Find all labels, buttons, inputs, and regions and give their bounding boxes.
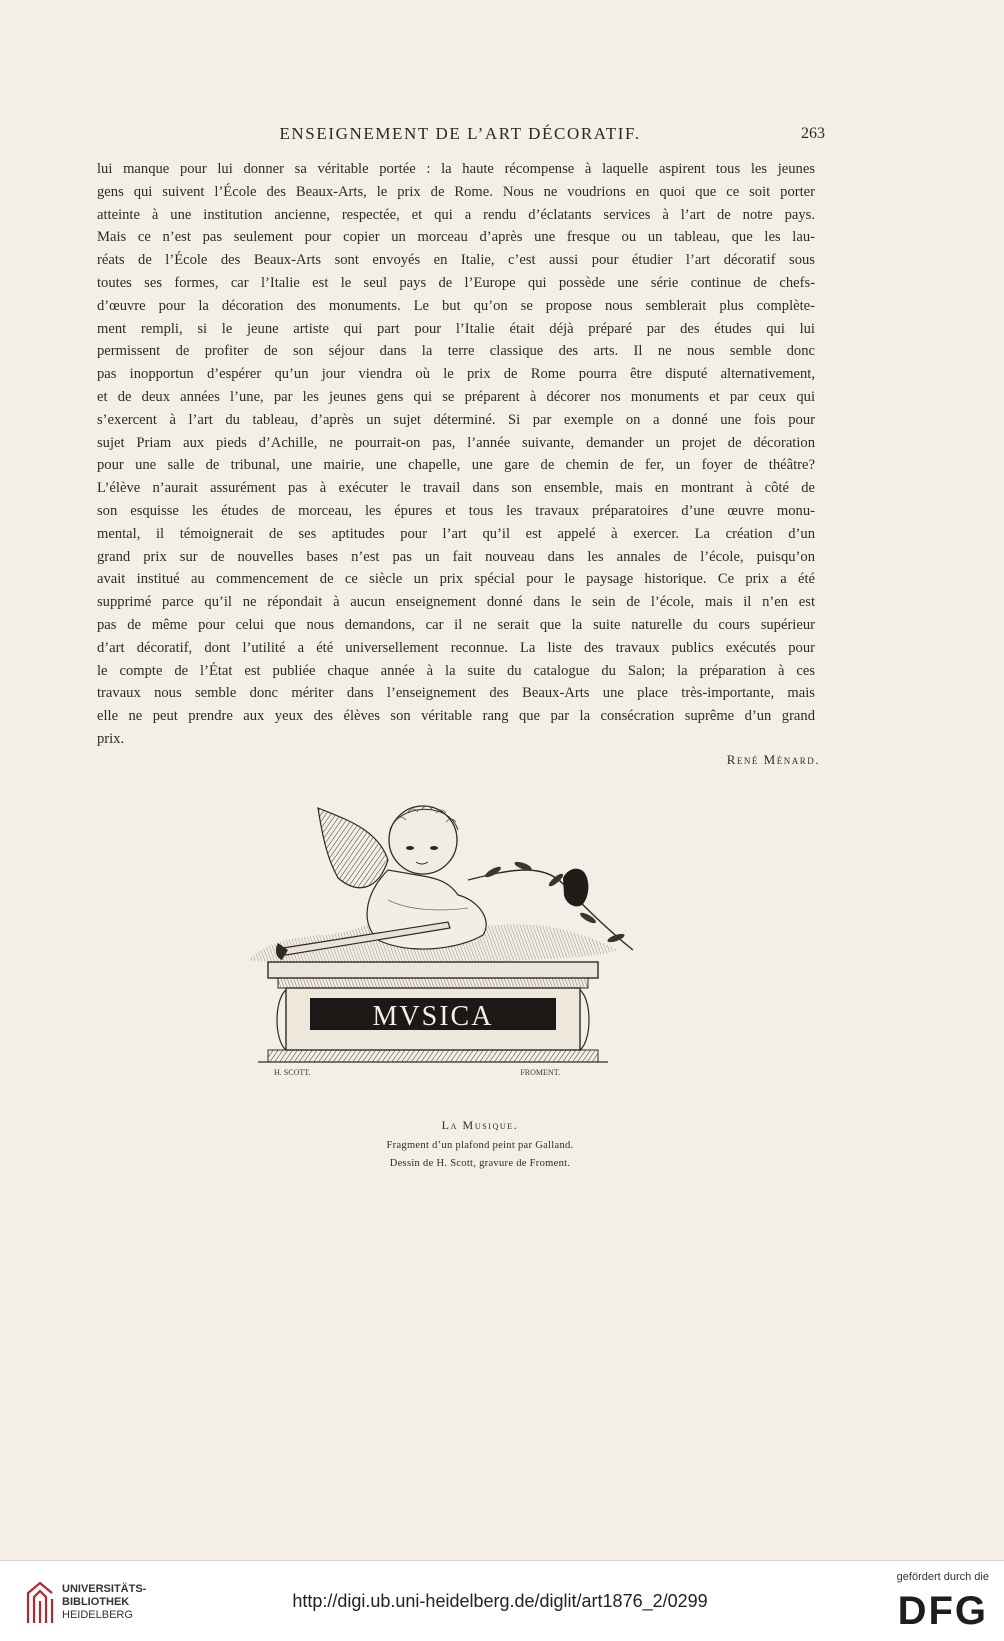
bird-shape [563, 869, 588, 907]
dfg-logo: DFG [897, 1589, 988, 1633]
body-line: avait institué au commencement de ce siècle un prix spécial pour le paysage historique. Ce prix a été [97, 571, 815, 588]
engraver-signature-right: FROMENT. [520, 1068, 560, 1077]
body-line: elle ne peut prendre aux yeux des élèves son véritable rang que par la consécration suprême d’un grand [97, 708, 815, 725]
funding-credit: gefördert durch die [896, 1571, 989, 1583]
body-line: prix. [97, 730, 125, 747]
body-line: pas de même pour celui que nous demandons, car il ne serait que la suite naturelle du cours supérieur [97, 616, 815, 633]
body-line: d’art décoratif, dont l’utilité a été universellement reconnue. La liste des travaux publics exécutés pour [97, 639, 815, 656]
page-header [100, 124, 825, 152]
body-line: son esquisse les études de morceau, les épures et tous les travaux préparatoires d’une œuvre monu- [97, 502, 815, 519]
library-name-line-3: HEIDELBERG [62, 1609, 133, 1621]
inscription-text: MVSICA [372, 1001, 494, 1032]
engraver-signature-left: H. SCOTT. [274, 1068, 311, 1077]
body-line: le compte de l’État est publiée chaque année à la suite du catalogue du Salon; la préparation à ces [97, 662, 815, 679]
body-line: atteinte à une institution ancienne, respectée, et qui a rendu d’éclatants services à l’art de notre pays. [97, 206, 815, 223]
body-line: mental, il témoignerait de ses aptitudes pour l’art qu’il est appelé à exercer. La création d’un [97, 525, 815, 542]
library-name-line-1: UNIVERSITÄTS- [62, 1583, 147, 1595]
page-number: 263 [801, 125, 825, 142]
body-line: gens qui suivent l’École des Beaux-Arts, le prix de Rome. Nous ne voudrions en quoi que ce soit porter [97, 183, 815, 200]
wing-shape [318, 808, 388, 888]
caption-line-2: Dessin de H. Scott, gravure de Froment. [389, 1158, 571, 1169]
body-line: L’élève n’aurait assurément pas à exécuter le travail dans son ensemble, mais en montrant à côté de [97, 480, 815, 497]
pedestal-top [268, 962, 598, 978]
permalink-url[interactable]: http://digi.ub.uni-heidelberg.de/diglit/art1876_2/0299 [292, 1591, 708, 1611]
body-line: Mais ce n’est pas seulement pour copier un morceau d’après une fresque ou un tableau, que les lau- [97, 229, 815, 246]
running-title: ENSEIGNEMENT DE L’ART DÉCORATIF. [279, 124, 641, 143]
body-line: grand prix sur de nouvelles bases n’est pas un fait nouveau dans les annales de l’école, puisqu’on [97, 548, 815, 565]
body-line: d’œuvre pour la décoration des monuments. Le but qu’on se propose nous semblerait plus complète- [97, 297, 815, 314]
body-line: sujet Priam aux pieds d’Achille, ne pourrait-on pas, l’année suivante, demander un projet de décoration [97, 434, 815, 451]
author-signature: René Ménard. [726, 752, 820, 767]
body-line: pas inopportun d’espérer qu’un jour viendra où le prix de Rome pourra être disputé alternativement, [97, 366, 815, 383]
body-text [97, 158, 815, 751]
digitization-footer [0, 1560, 1004, 1641]
body-line: toutes ses formes, car l’Italie est le seul pays de l’Europe qui possède une série continue de chefs- [97, 274, 815, 291]
body-line: permissent de profiter de son séjour dans la terre classique des arts. Il ne nous semble donc [97, 343, 815, 360]
body-line: supprimé parce qu’il ne répondait à aucun enseignement donné dans le sein de l’école, mais il n’en est [97, 594, 815, 611]
caption-title: La Musique. [441, 1118, 519, 1132]
body-line: et de deux années l’une, par les jeunes gens qui se préparent à décorer nos monuments et par ceux qui [97, 388, 815, 405]
ub-heidelberg-logo-icon [22, 1579, 58, 1625]
body-line: ment rempli, si le jeune artiste qui part pour l’Italie était déjà préparé par des études qui lui [97, 320, 815, 337]
caption-line-1: Fragment d’un plafond peint par Galland. [386, 1140, 574, 1151]
body-line: réats de l’École des Beaux-Arts sont envoyés en Italie, c’est aussi pour étudier l’art décoratif sous [97, 252, 815, 269]
body-line: lui manque pour lui donner sa véritable portée : la haute récompense à laquelle aspirent tous les jeunes [97, 161, 815, 177]
body-line: pour une salle de tribunal, une mairie, une chapelle, une gare de chemin de fer, un foyer de théâtre? [97, 457, 815, 474]
musica-engraving [238, 800, 668, 1110]
body-line: travaux nous semble donc mériter dans l’enseignement des Beaux-Arts une place très-importante, mais [97, 685, 815, 702]
library-name [62, 1583, 146, 1622]
body-line: s’exercent à l’art du tableau, d’après un sujet déterminé. Si par exemple on a donné une fois pour [97, 411, 815, 428]
library-name-line-2: BIBLIOTHEK [62, 1596, 130, 1608]
